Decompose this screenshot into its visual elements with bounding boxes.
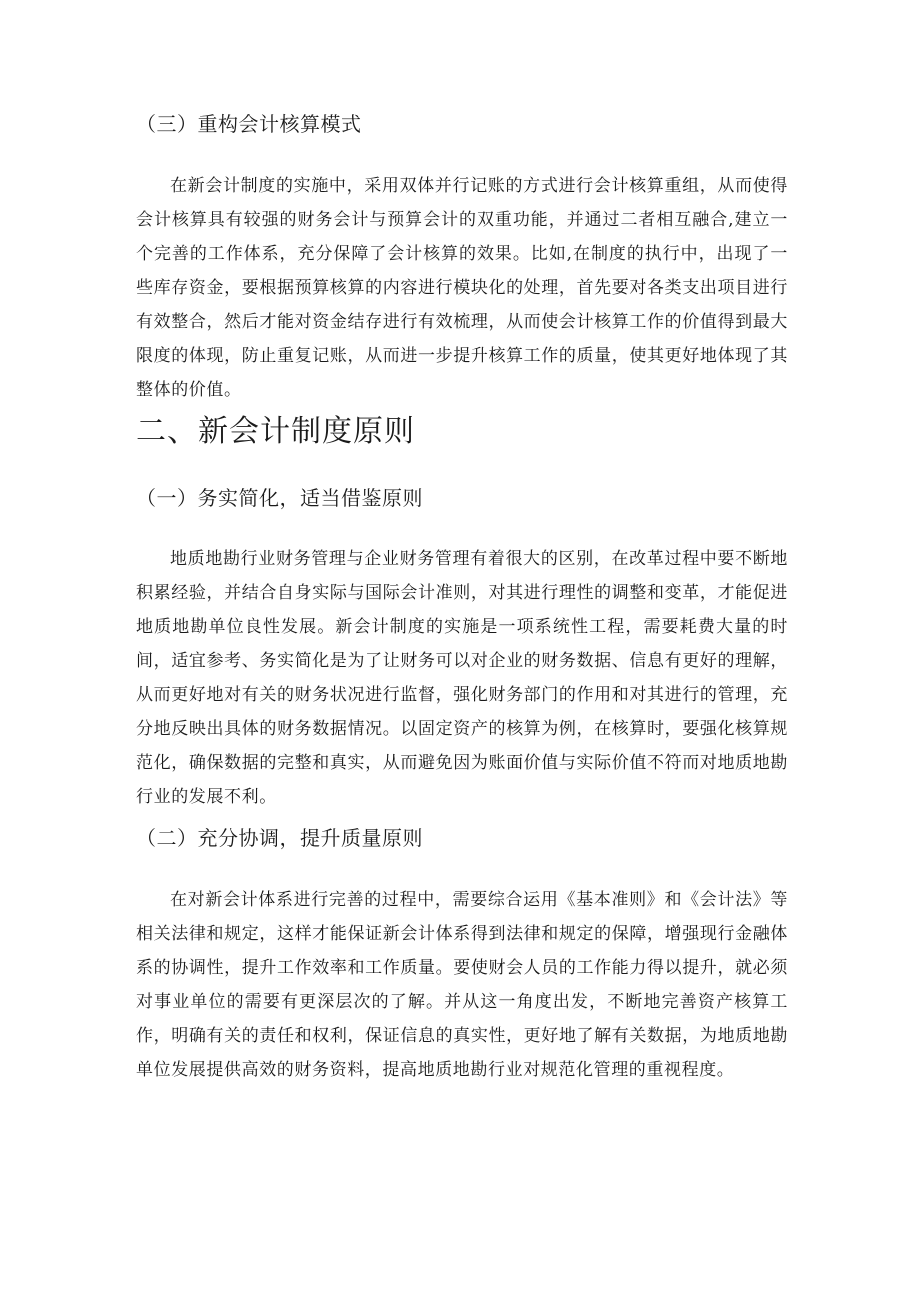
section-heading-coordination-quality: （二）充分协调，提升质量原则 bbox=[136, 826, 423, 850]
chapter-heading-principles: 二、新会计制度原则 bbox=[136, 414, 415, 449]
paragraph-pragmatic-simplification: 地质地勘行业财务管理与企业财务管理有着很大的区别，在改革过程中要不断地积累经验，并结合自身实际与国际会计准则，对其进行理性的调整和变革，才能促进地质地勘单位良性发展。新会计制度的实施是一项系统性工程，需要耗费大量的时间，适宜参考、务实简化是为了让财务可以对企业的财务数据、信息有更好的理解，从而更好地对有关的财务状况进行监督，强化财务部门的作用和对其进行的管理，充分地反映出具体的财务数据情况。以固定资产的核算为例，在核算时，要强化核算规范化，确保数据的完整和真实，从而避免因为账面价值与实际价值不符而对地质地勘行业的发展不利。 bbox=[136, 549, 788, 807]
section-heading-pragmatic-simplification: （一）务实简化，适当借鉴原则 bbox=[136, 486, 423, 510]
paragraph-coordination-quality: 在对新会计体系进行完善的过程中，需要综合运用《基本准则》和《会计法》等相关法律和规定，这样才能保证新会计体系得到法律和规定的保障，增强现行金融体系的协调性，提升工作效率和工作质量。要使财会人员的工作能力得以提升，就必须对事业单位的需要有更深层次的了解。并从这一角度出发，不断地完善资产核算工作，明确有关的责任和权利，保证信息的真实性，更好地了解有关数据，为地质地勘单位发展提供高效的财务资料，提高地质地勘行业对规范化管理的重视程度。 bbox=[136, 890, 788, 1080]
paragraph-restructure-accounting: 在新会计制度的实施中，采用双体并行记账的方式进行会计核算重组，从而使得会计核算具有较强的财务会计与预算会计的双重功能，并通过二者相互融合,建立一个完善的工作体系，充分保障了会计核算的效果。比如,在制度的执行中，出现了一些库存资金，要根据预算核算的内容进行模块化的处理，首先要对各类支出项目进行有效整合，然后才能对资金结存进行有效梳理，从而使会计核算工作的价值得到最大限度的体现，防止重复记账，从而进一步提升核算工作的质量，使其更好地体现了其整体的价值。 bbox=[136, 176, 788, 400]
section-heading-restructure-accounting: （三）重构会计核算模式 bbox=[136, 112, 362, 136]
